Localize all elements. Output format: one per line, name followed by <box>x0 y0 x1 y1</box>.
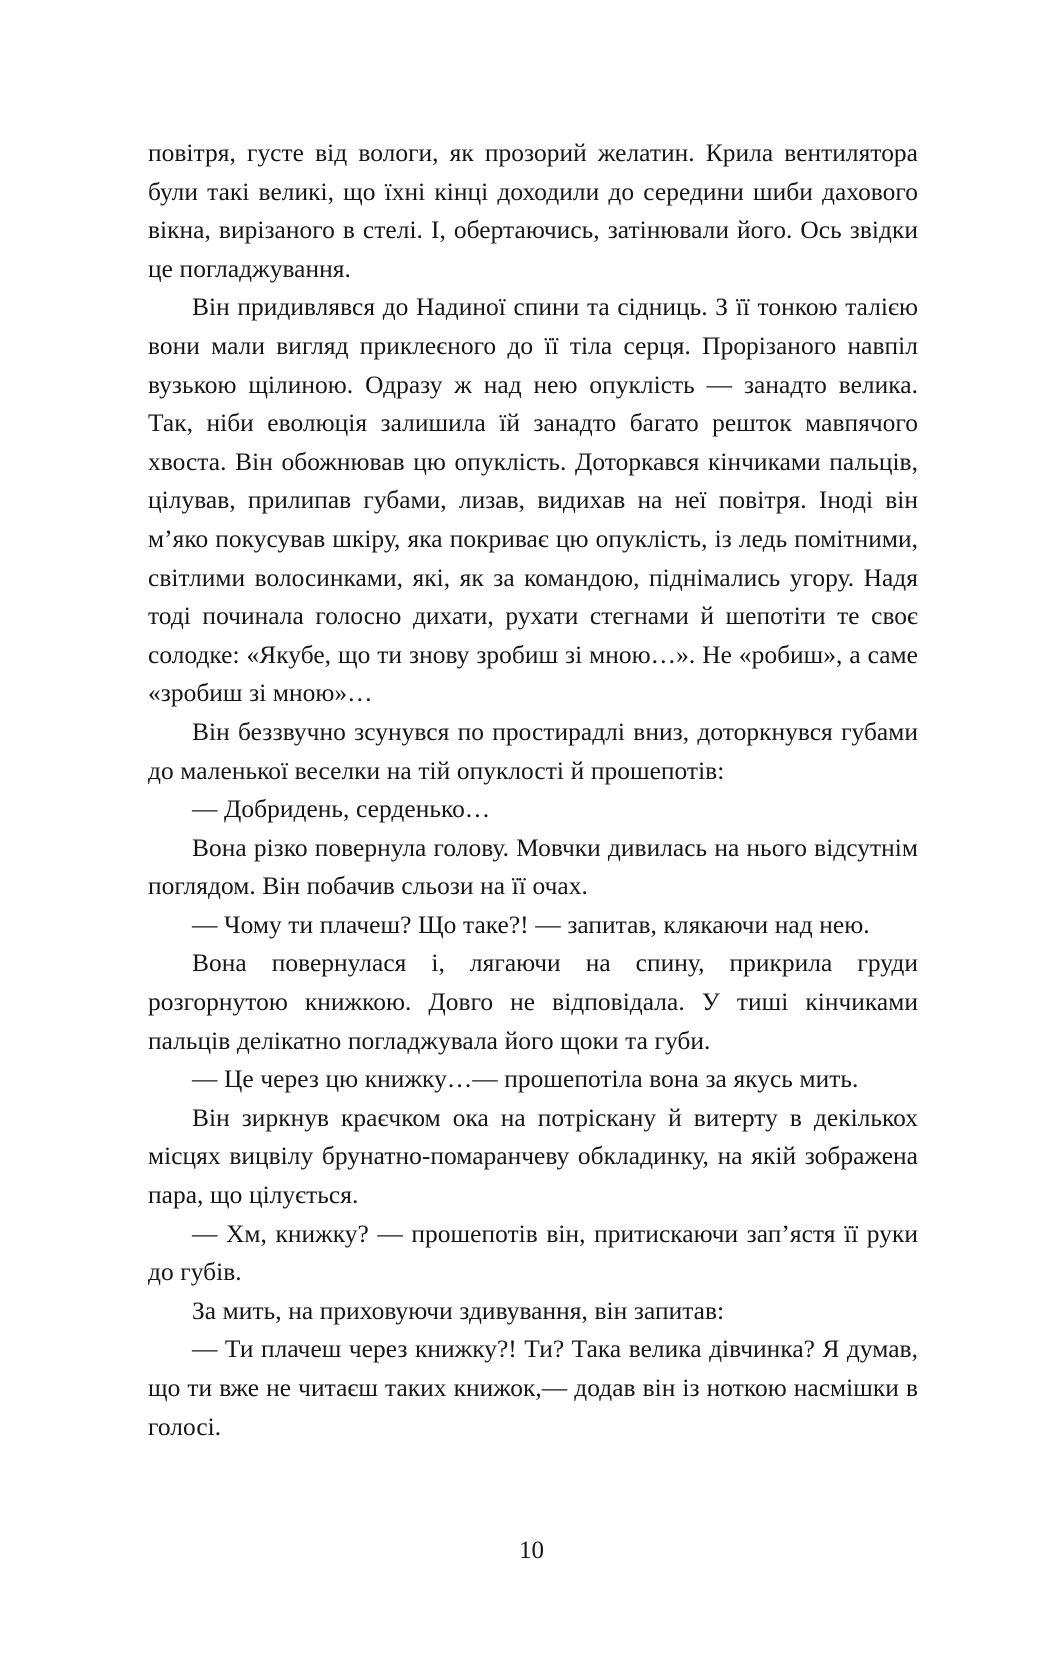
paragraph-3: Він беззвучно зсунувся по простирадлі вниз, доторкнувся губами до маленької веселки на тій опуклості й прошепотів: <box>148 717 918 785</box>
paragraph-4: — Добридень, серденько… <box>192 795 491 824</box>
paragraph-9: Він зиркнув краєчком ока на потріскану й витерту в декількох місцях вицвілу брунатно-помаранчеву обкладинку, на якій зображена пара, що цілується. <box>148 1103 918 1210</box>
page-text-body <box>148 134 918 1446</box>
paragraph-6: — Чому ти плачеш? Що таке?! — запитав, клякаючи над нею. <box>192 910 870 939</box>
paragraph-10: — Хм, книжку? — прошепотів він, притискаючи зап’ястя її руки до губів. <box>148 1219 918 1287</box>
paragraph-11: За мить, на приховуючи здивування, він запитав: <box>192 1296 725 1325</box>
paragraph-5: Вона різко повернула голову. Мовчки дивилась на нього відсутнім поглядом. Він побачив сльози на її очах. <box>148 833 918 901</box>
page-number: 10 <box>519 1537 544 1564</box>
paragraph-8: — Це через цю книжку…— прошепотіла вона за якусь мить. <box>192 1065 859 1094</box>
paragraph-2: Він придивлявся до Надиної спини та сідниць. З її тонкою талією вони мали вигляд приклеєного до її тіла серця. Прорізаного навпіл вузькою щілиною. Одразу ж над нею опуклість — занадто велика. Так, ніби еволюція залишила їй занадто багато решток мавпячого хвоста. Він обожнював цю опуклість. Доторкався кінчиками пальців, цілував, прилипав губами, лизав, видихав на неї повітря. Іноді він м’яко покусував шкіру, яка покриває цю опуклість, із ледь помітними, світлими волосинками, які, як за командою, піднімались угору. Надя тоді починала голосно дихати, рухати стегнами й шепотіти те своє солодке: «Якубе, що ти знову зробиш зі мною…». Не «робиш», а саме «зробиш зі мною»… <box>148 293 918 708</box>
paragraph-12: — Ти плачеш через книжку?! Ти? Така велика дівчинка? Я думав, що ти вже не читаєш таких книжок,— додав він із ноткою насмішки в голосі. <box>148 1335 918 1441</box>
paragraph-1: повітря, густе від вологи, як прозорий желатин. Крила вентилятора були такі великі, що їхні кінці доходили до середини шиби дахового вікна, вирізаного в стелі. І, обертаючись, затінювали його. Ось звідки це погладжування. <box>148 139 918 283</box>
paragraph-7: Вона повернулася і, лягаючи на спину, прикрила груди розгорнутою книжкою. Довго не відповідала. У тиші кінчиками пальців делікатно погладжувала його щоки та губи. <box>148 949 918 1055</box>
